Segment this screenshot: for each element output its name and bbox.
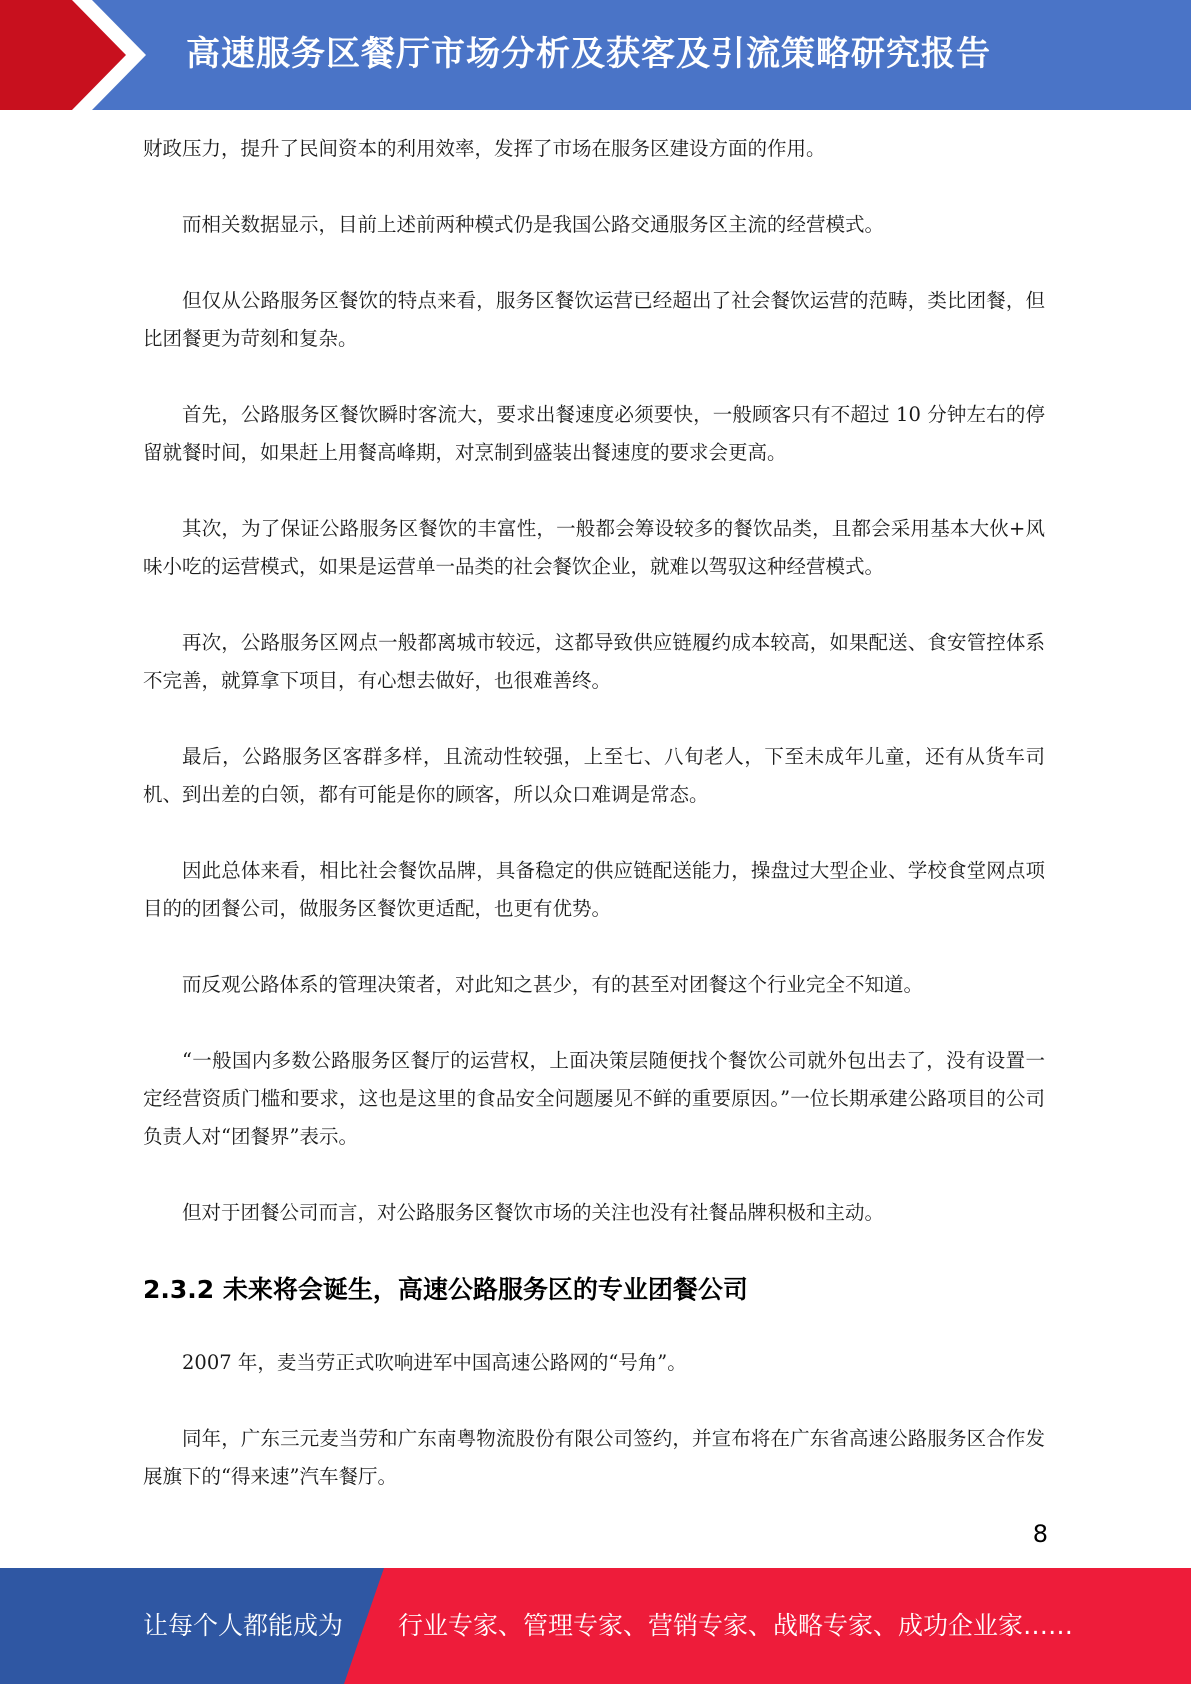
header-banner — [0, 0, 1191, 110]
chevron-arrow-icon — [0, 0, 160, 110]
paragraph: 因此总体来看，相比社会餐饮品牌，具备稳定的供应链配送能力，操盘过大型企业、学校食堂网点项目的的团餐公司，做服务区餐饮更适配，也更有优势。 — [143, 859, 1045, 920]
page-number: 8 — [1032, 1520, 1048, 1548]
paragraph: 但对于团餐公司而言，对公路服务区餐饮市场的关注也没有社餐品牌积极和主动。 — [182, 1201, 885, 1224]
footer-slogan-right: 行业专家、管理专家、营销专家、战略专家、成功企业家…… — [398, 1611, 1074, 1640]
document-body — [143, 130, 1045, 1534]
paragraph: 再次，公路服务区网点一般都离城市较远，这都导致供应链履约成本较高，如果配送、食安管控体系不完善，就算拿下项目，有心想去做好，也很难善终。 — [143, 631, 1045, 692]
footer-slogan-left: 让每个人都能成为 — [143, 1611, 344, 1640]
paragraph: 但仅从公路服务区餐饮的特点来看，服务区餐饮运营已经超出了社会餐饮运营的范畴，类比团餐，但比团餐更为苛刻和复杂。 — [143, 289, 1045, 350]
page-title: 高速服务区餐厅市场分析及获客及引流策略研究报告 — [186, 34, 991, 74]
paragraph: 最后，公路服务区客群多样，且流动性较强，上至七、八旬老人，下至未成年儿童，还有从货车司机、到出差的白领，都有可能是你的顾客，所以众口难调是常态。 — [143, 745, 1045, 806]
paragraph: 首先，公路服务区餐饮瞬时客流大，要求出餐速度必须要快，一般顾客只有不超过 10 分钟左右的停留就餐时间，如果赶上用餐高峰期，对烹制到盛装出餐速度的要求会更高。 — [143, 403, 1045, 464]
section-heading: 2.3.2 未来将会诞生，高速公路服务区的专业团餐公司 — [143, 1275, 748, 1304]
paragraph: “一般国内多数公路服务区餐厅的运营权，上面决策层随便找个餐饮公司就外包出去了，没有设置一定经营资质门槛和要求，这也是这里的食品安全问题屡见不鲜的重要原因。”一位长期承建公路项目的公司负责人对“团餐界”表示。 — [143, 1049, 1045, 1148]
paragraph: 而反观公路体系的管理决策者，对此知之甚少，有的甚至对团餐这个行业完全不知道。 — [182, 973, 924, 996]
paragraph: 而相关数据显示，目前上述前两种模式仍是我国公路交通服务区主流的经营模式。 — [182, 213, 885, 236]
footer-banner — [0, 1568, 1191, 1684]
paragraph: 其次，为了保证公路服务区餐饮的丰富性，一般都会筹设较多的餐饮品类，且都会采用基本大伙+风味小吃的运营模式，如果是运营单一品类的社会餐饮企业，就难以驾驭这种经营模式。 — [143, 517, 1045, 578]
paragraph: 财政压力，提升了民间资本的利用效率，发挥了市场在服务区建设方面的作用。 — [143, 137, 826, 160]
paragraph: 2007 年，麦当劳正式吹响进军中国高速公路网的“号角”。 — [182, 1351, 687, 1374]
paragraph: 同年，广东三元麦当劳和广东南粤物流股份有限公司签约，并宣布将在广东省高速公路服务区合作发展旗下的“得来速”汽车餐厅。 — [143, 1427, 1045, 1488]
